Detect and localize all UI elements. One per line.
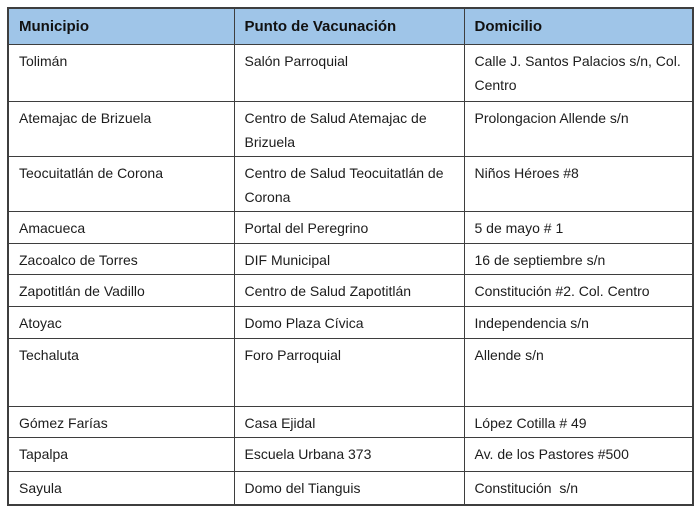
table-row xyxy=(8,275,693,307)
cell-municipio: Sayula xyxy=(8,472,234,505)
cell-domicilio: López Cotilla # 49 xyxy=(464,407,693,438)
cell-municipio: Tapalpa xyxy=(8,438,234,472)
cell-domicilio: Niños Héroes #8 xyxy=(464,157,693,212)
table-row xyxy=(8,438,693,472)
cell-municipio: Teocuitatlán de Corona xyxy=(8,157,234,212)
table-row xyxy=(8,212,693,244)
column-header-domicilio: Domicilio xyxy=(464,8,693,45)
cell-punto-de-vacunacion: Centro de Salud Teocuitatlán de Corona xyxy=(234,157,464,212)
cell-domicilio: Prolongacion Allende s/n xyxy=(464,102,693,157)
cell-punto-de-vacunacion: DIF Municipal xyxy=(234,244,464,275)
cell-punto-de-vacunacion: Centro de Salud Zapotitlán xyxy=(234,275,464,307)
table-row xyxy=(8,307,693,339)
table-row xyxy=(8,407,693,438)
cell-domicilio: 5 de mayo # 1 xyxy=(464,212,693,244)
table-row xyxy=(8,472,693,505)
vaccination-points-table xyxy=(7,7,694,506)
cell-domicilio: Av. de los Pastores #500 xyxy=(464,438,693,472)
cell-punto-de-vacunacion: Casa Ejidal xyxy=(234,407,464,438)
cell-domicilio: 16 de septiembre s/n xyxy=(464,244,693,275)
table-row xyxy=(8,45,693,102)
cell-domicilio: Calle J. Santos Palacios s/n, Col. Centro xyxy=(464,45,693,102)
cell-punto-de-vacunacion: Escuela Urbana 373 xyxy=(234,438,464,472)
cell-municipio: Atoyac xyxy=(8,307,234,339)
cell-punto-de-vacunacion: Foro Parroquial xyxy=(234,339,464,407)
cell-punto-de-vacunacion: Portal del Peregrino xyxy=(234,212,464,244)
cell-punto-de-vacunacion: Centro de Salud Atemajac de Brizuela xyxy=(234,102,464,157)
cell-municipio: Atemajac de Brizuela xyxy=(8,102,234,157)
cell-punto-de-vacunacion: Salón Parroquial xyxy=(234,45,464,102)
cell-punto-de-vacunacion: Domo del Tianguis xyxy=(234,472,464,505)
header-row xyxy=(8,8,693,45)
cell-domicilio: Constitución s/n xyxy=(464,472,693,505)
cell-municipio: Gómez Farías xyxy=(8,407,234,438)
cell-municipio: Amacueca xyxy=(8,212,234,244)
cell-municipio: Tolimán xyxy=(8,45,234,102)
table-row xyxy=(8,244,693,275)
table-row xyxy=(8,102,693,157)
cell-municipio: Zacoalco de Torres xyxy=(8,244,234,275)
cell-punto-de-vacunacion: Domo Plaza Cívica xyxy=(234,307,464,339)
table-row xyxy=(8,157,693,212)
table-row xyxy=(8,339,693,407)
cell-municipio: Techaluta xyxy=(8,339,234,407)
cell-domicilio: Independencia s/n xyxy=(464,307,693,339)
column-header-municipio: Municipio xyxy=(8,8,234,45)
cell-municipio: Zapotitlán de Vadillo xyxy=(8,275,234,307)
cell-domicilio: Allende s/n xyxy=(464,339,693,407)
column-header-punto-de-vacunacion: Punto de Vacunación xyxy=(234,8,464,45)
cell-domicilio: Constitución #2. Col. Centro xyxy=(464,275,693,307)
